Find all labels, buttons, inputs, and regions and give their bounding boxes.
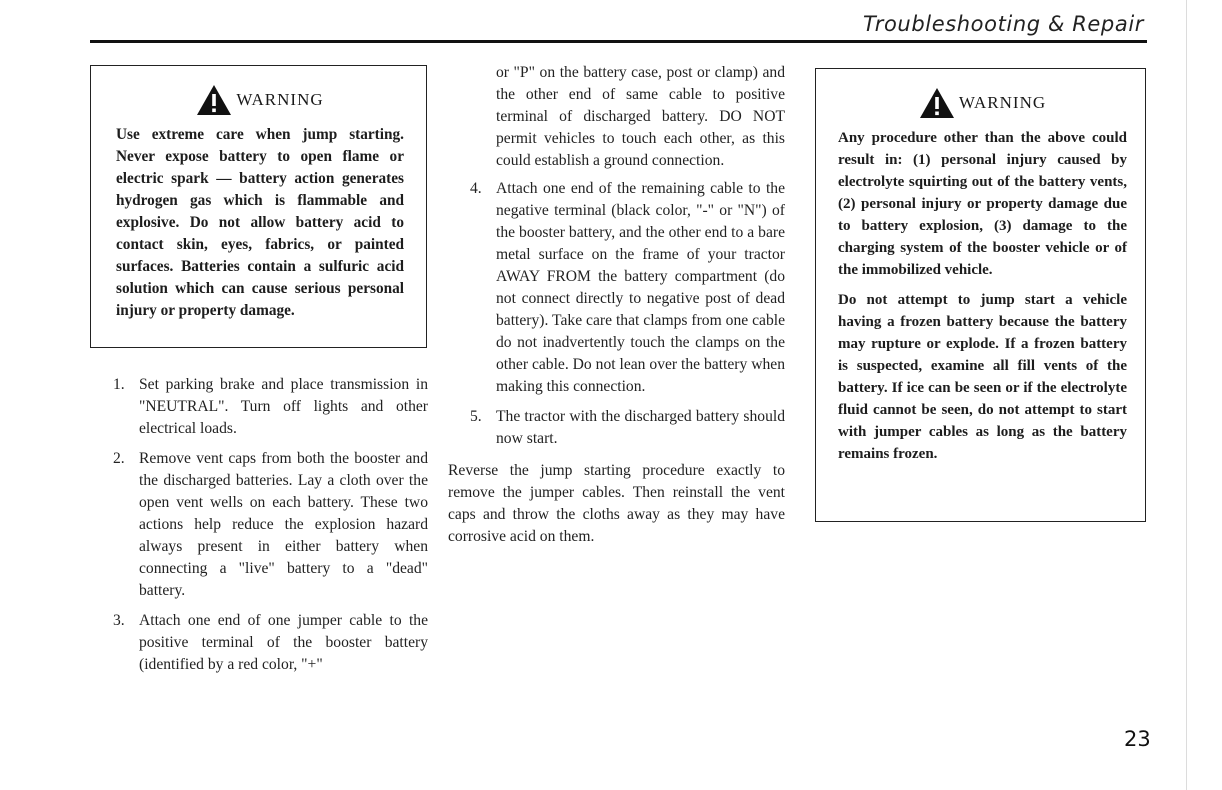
warning-heading: WARNING: [236, 90, 324, 109]
header-rule: [90, 40, 1147, 43]
warning-text-frozen: Do not attempt to jump start a vehicle having a frozen battery because the battery may rupture or explode. If a frozen battery is suspected, examine all fill vents of the battery. If ice can be seen or if the electrolyte fluid cannot be seen, do not attempt to start with jumper cables as long as the battery remains frozen.: [838, 292, 1127, 462]
step-text: Set parking brake and place transmission in "NEUTRAL". Turn off lights and other electrical loads.: [139, 376, 428, 437]
page-edge-line: [1186, 0, 1187, 790]
instructions-column-1: [113, 374, 428, 684]
warning-triangle-icon: [196, 84, 232, 116]
warning-box-jump-start: [90, 65, 427, 348]
step-number: 4.: [470, 180, 482, 197]
page-number: 23: [1124, 727, 1151, 751]
step-number: 2.: [113, 450, 125, 467]
step-3-continued: or "P" on the battery case, post or clamp) and the other end of same cable to positive terminal of discharged battery. DO NOT permit vehicles to touch each other, as this could establish a ground connection.: [496, 64, 785, 169]
warning-header: [116, 84, 404, 116]
warning-box-frozen-battery: [815, 68, 1146, 522]
step-text: Attach one end of one jumper cable to the positive terminal of the booster battery (identified by a red color, "+": [139, 612, 428, 673]
step-text: Attach one end of the remaining cable to the negative terminal (black color, "-" or "N") of the booster battery, and the other end to a bare metal surface on the frame of your tractor AWAY FROM the battery compartment (do not connect directly to negative post of dead battery). Take care that clamps from one cable do not inadvertently touch the clamps on the other cable. Do not lean over the battery when making this connection.: [496, 180, 785, 395]
step-text: The tractor with the discharged battery should now start.: [496, 408, 785, 447]
closing-paragraph: Reverse the jump starting procedure exactly to remove the jumper cables. Then reinstall the vent caps and throw the cloths away as they may have corrosive acid on them.: [448, 462, 785, 545]
step-number: 5.: [470, 408, 482, 425]
warning-text-procedure: Any procedure other than the above could result in: (1) personal injury caused by electrolyte squirting out of the battery vents, (2) personal injury or property damage due to battery explosion, (3) damage to the charging system of the booster vehicle or of the immobilized vehicle.: [838, 130, 1127, 278]
warning-header: [838, 87, 1127, 119]
section-title: Troubleshooting & Repair: [862, 12, 1144, 36]
step-1: [113, 374, 428, 440]
warning-heading: WARNING: [958, 93, 1047, 112]
step-2: [113, 448, 428, 602]
step-number: 3.: [113, 612, 125, 629]
step-number: 1.: [113, 376, 125, 393]
step-5: [448, 406, 785, 450]
step-4: [448, 178, 785, 398]
step-3: [113, 610, 428, 676]
warning-text: Use extreme care when jump starting. Never expose battery to open flame or electric spark — battery action generates hydrogen gas which is flammable and explosive. Do not allow battery acid to contact skin, eyes, fabrics, or painted surfaces. Batteries contain a sulfuric acid solution which can cause serious personal injury or property damage.: [116, 126, 404, 319]
warning-triangle-icon: [919, 87, 955, 119]
instructions-column-2: [448, 62, 785, 548]
step-text: Remove vent caps from both the booster and the discharged batteries. Lay a cloth over the open vent wells on each battery. These two actions help reduce the explosion hazard always present in either battery when connecting a "live" battery to a "dead" battery.: [139, 450, 428, 599]
